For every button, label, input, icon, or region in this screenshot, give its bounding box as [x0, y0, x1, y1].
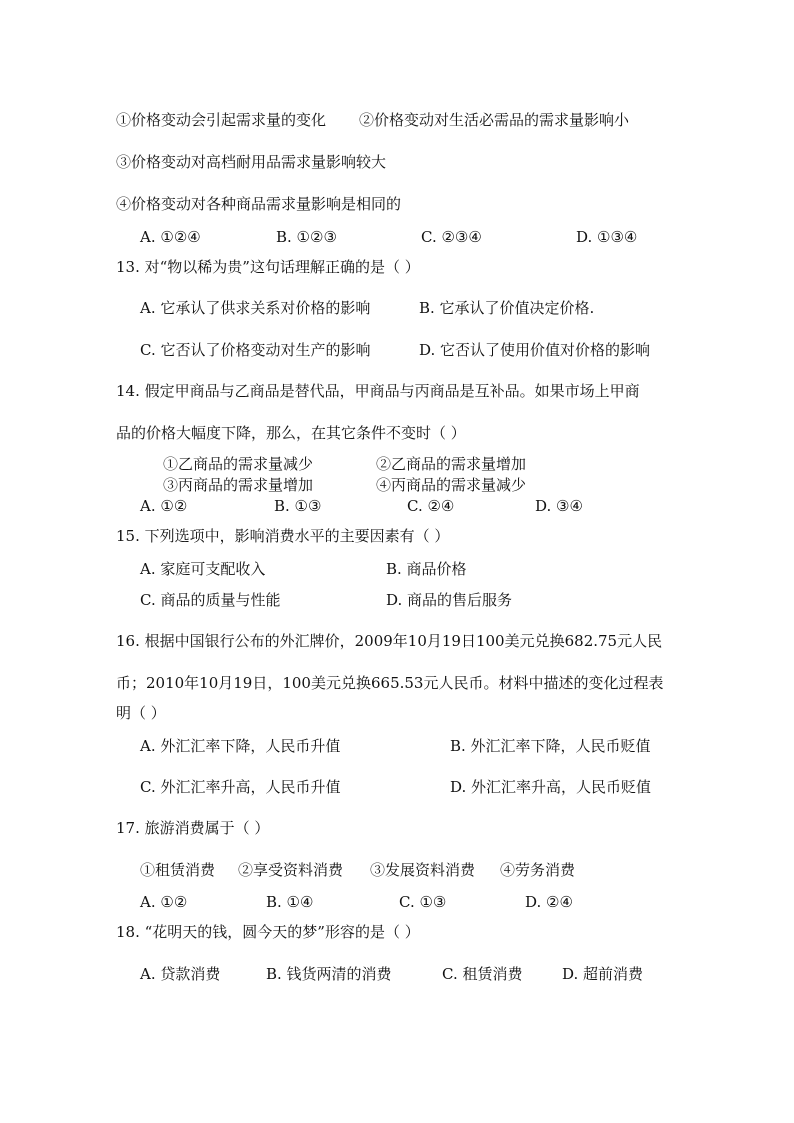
q17-option-c: C. ①③ — [399, 893, 447, 911]
q13-option-c: C. 它否认了价格变动对生产的影响 — [140, 341, 371, 359]
q13-stem: 13. 对“物以稀为贵”这句话理解正确的是（ ） — [116, 258, 420, 276]
q18-option-c: C. 租赁消费 — [442, 965, 523, 983]
q12-statement-2: ②价格变动对生活必需品的需求量影响小 — [359, 111, 630, 129]
q16-option-d: D. 外汇汇率升高，人民币贬值 — [450, 778, 652, 796]
q12-option-b: B. ①②③ — [276, 228, 337, 246]
q14-option-a: A. ①② — [140, 497, 188, 515]
q13-option-b: B. 它承认了价值决定价格. — [419, 299, 595, 317]
q15-option-a: A. 家庭可支配收入 — [140, 560, 266, 578]
q16-stem-line-1: 16. 根据中国银行公布的外汇牌价，2009年10月19日100美元兑换682.75元人民 — [116, 632, 663, 650]
q17-statement-2: ②享受资料消费 — [238, 861, 344, 879]
q12-option-a: A. ①②④ — [140, 228, 201, 246]
q12-option-d: D. ①③④ — [576, 228, 638, 246]
q12-option-c: C. ②③④ — [421, 228, 482, 246]
q18-option-d: D. 超前消费 — [562, 965, 644, 983]
q16-stem-line-2: 币；2010年10月19日，100美元兑换665.53元人民币。材料中描述的变化过程表 — [116, 674, 664, 692]
q17-statement-3: ③发展资料消费 — [370, 861, 476, 879]
q15-stem: 15. 下列选项中，影响消费水平的主要因素有（ ） — [116, 527, 450, 545]
q16-option-a: A. 外汇汇率下降，人民币升值 — [140, 737, 341, 755]
q16-option-b: B. 外汇汇率下降，人民币贬值 — [450, 737, 651, 755]
q14-option-b: B. ①③ — [274, 497, 322, 515]
q15-option-b: B. 商品价格 — [386, 560, 467, 578]
q12-statement-3: ③价格变动对高档耐用品需求量影响较大 — [116, 153, 387, 171]
q17-option-d: D. ②④ — [525, 893, 573, 911]
q16-stem-line-3: 明（ ） — [116, 704, 166, 722]
q17-statement-4: ④劳务消费 — [500, 861, 576, 879]
q17-option-b: B. ①④ — [266, 893, 314, 911]
q18-stem: 18. “花明天的钱，圆今天的梦”形容的是（ ） — [116, 923, 420, 941]
q14-option-c: C. ②④ — [407, 497, 455, 515]
q12-statement-4: ④价格变动对各种商品需求量影响是相同的 — [116, 195, 402, 213]
q16-option-c: C. 外汇汇率升高，人民币升值 — [140, 778, 341, 796]
q14-statement-1: ①乙商品的需求量减少 — [163, 455, 314, 473]
q15-option-c: C. 商品的质量与性能 — [140, 591, 281, 609]
q18-option-a: A. 贷款消费 — [140, 965, 221, 983]
q17-stem: 17. 旅游消费属于（ ） — [116, 819, 270, 837]
q13-option-a: A. 它承认了供求关系对价格的影响 — [140, 299, 371, 317]
q14-stem-line-2: 品的价格大幅度下降，那么，在其它条件不变时（ ） — [116, 424, 466, 442]
q13-option-d: D. 它否认了使用价值对价格的影响 — [419, 341, 651, 359]
q17-option-a: A. ①② — [140, 893, 188, 911]
q14-statement-4: ④丙商品的需求量减少 — [376, 476, 527, 494]
q14-option-d: D. ③④ — [535, 497, 583, 515]
q15-option-d: D. 商品的售后服务 — [386, 591, 513, 609]
q12-statement-1: ①价格变动会引起需求量的变化 — [116, 111, 327, 129]
q14-stem-line-1: 14. 假定甲商品与乙商品是替代品，甲商品与丙商品是互补品。如果市场上甲商 — [116, 382, 640, 400]
q14-statement-2: ②乙商品的需求量增加 — [376, 455, 527, 473]
q17-statement-1: ①租赁消费 — [140, 861, 216, 879]
q14-statement-3: ③丙商品的需求量增加 — [163, 476, 314, 494]
q18-option-b: B. 钱货两清的消费 — [266, 965, 392, 983]
